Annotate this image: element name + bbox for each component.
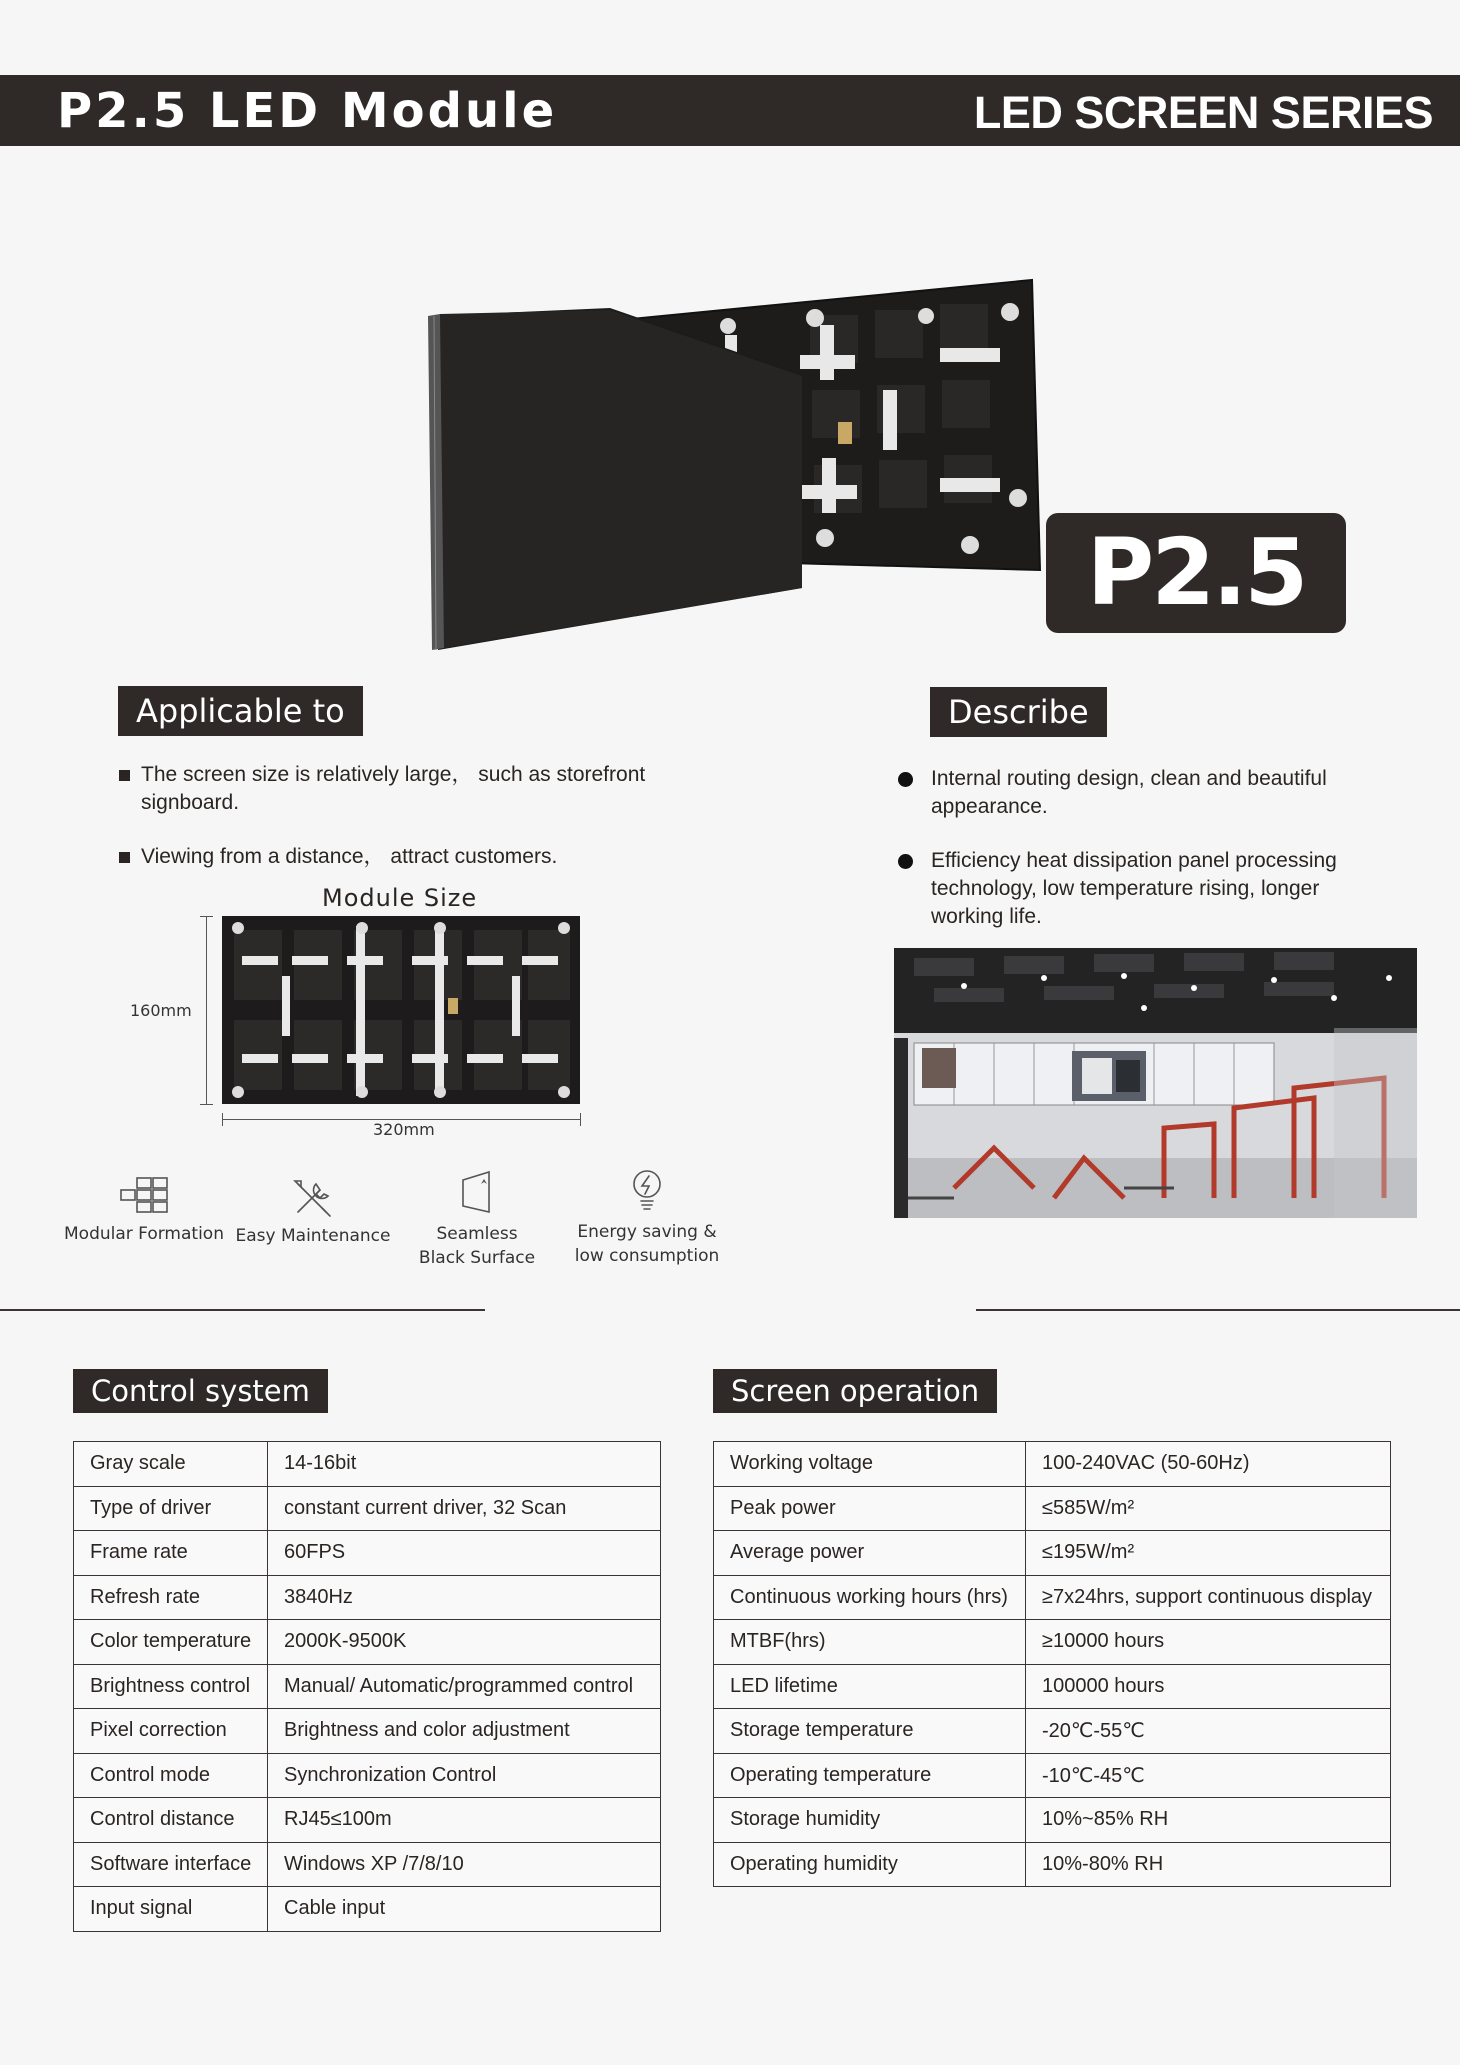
width-dimension-label: 320mm <box>373 1120 435 1139</box>
describe-heading: Describe <box>930 687 1107 737</box>
module-back-image <box>222 916 580 1104</box>
table-row <box>714 1575 1391 1620</box>
feature-label: Easy Maintenance <box>235 1226 391 1246</box>
table-row <box>714 1486 1391 1531</box>
feature-modular-formation <box>62 1176 226 1246</box>
spec-value: ≥10000 hours <box>1026 1620 1391 1665</box>
spec-label: Working voltage <box>714 1442 1026 1487</box>
applicable-heading: Applicable to <box>118 686 363 736</box>
control-system-table <box>73 1441 661 1932</box>
spec-label: Peak power <box>714 1486 1026 1531</box>
list-item: Viewing from a distance， attract customers. <box>119 843 669 871</box>
applicable-list <box>119 761 669 897</box>
table-row <box>714 1753 1391 1798</box>
table-row <box>74 1531 661 1576</box>
header-bar <box>0 75 1460 146</box>
page-title: P2.5 LED Module <box>57 83 558 139</box>
spec-value: Windows XP /7/8/10 <box>268 1842 661 1887</box>
gym-installation-photo <box>894 948 1417 1218</box>
height-dimension-label: 160mm <box>130 1001 192 1020</box>
dot-bullet-icon <box>898 772 913 787</box>
screen-operation-heading: Screen operation <box>713 1369 997 1413</box>
spec-label: Control mode <box>74 1753 268 1798</box>
spec-label: Operating temperature <box>714 1753 1026 1798</box>
list-item: Internal routing design, clean and beautiful appearance. <box>898 765 1378 821</box>
spec-label: Operating humidity <box>714 1842 1026 1887</box>
feature-easy-maintenance <box>234 1176 392 1248</box>
spec-value: 10%-80% RH <box>1026 1842 1391 1887</box>
module-size-title: Module Size <box>322 884 478 912</box>
spec-label: LED lifetime <box>714 1664 1026 1709</box>
table-row <box>74 1842 661 1887</box>
spec-value: Cable input <box>268 1887 661 1932</box>
feature-label: Seamless Black Surface <box>418 1224 536 1268</box>
table-row <box>74 1709 661 1754</box>
spec-label: Average power <box>714 1531 1026 1576</box>
spec-value: Manual/ Automatic/programmed control <box>268 1664 661 1709</box>
spec-value: ≤585W/m² <box>1026 1486 1391 1531</box>
table-row <box>714 1709 1391 1754</box>
screen-operation-table <box>713 1441 1391 1887</box>
table-row <box>74 1442 661 1487</box>
spec-value: -20℃-55℃ <box>1026 1709 1391 1754</box>
panel-icon <box>457 1170 497 1216</box>
square-bullet-icon <box>119 770 130 781</box>
table-row <box>714 1442 1391 1487</box>
tools-icon <box>290 1176 336 1218</box>
spec-value: 10%~85% RH <box>1026 1798 1391 1843</box>
spec-value: -10℃-45℃ <box>1026 1753 1391 1798</box>
section-divider <box>976 1309 1460 1311</box>
spec-value: RJ45≤100m <box>268 1798 661 1843</box>
table-row <box>714 1620 1391 1665</box>
spec-label: Input signal <box>74 1887 268 1932</box>
height-dimension-line <box>206 916 207 1104</box>
table-row <box>74 1664 661 1709</box>
spec-label: Color temperature <box>74 1620 268 1665</box>
describe-list <box>898 765 1378 957</box>
spec-value: 60FPS <box>268 1531 661 1576</box>
series-title: LED SCREEN SERIES <box>973 87 1433 138</box>
feature-label: Energy saving & low consumption <box>574 1222 720 1266</box>
spec-label: Storage humidity <box>714 1798 1026 1843</box>
spec-value: ≥7x24hrs, support continuous display <box>1026 1575 1391 1620</box>
modular-grid-icon <box>117 1176 171 1216</box>
spec-label: Pixel correction <box>74 1709 268 1754</box>
spec-label: MTBF(hrs) <box>714 1620 1026 1665</box>
list-item: Efficiency heat dissipation panel processing technology, low temperature rising, longer working life. <box>898 847 1378 931</box>
list-item: The screen size is relatively large， such as storefront signboard. <box>119 761 669 817</box>
spec-value: 3840Hz <box>268 1575 661 1620</box>
spec-value: Synchronization Control <box>268 1753 661 1798</box>
spec-value: 2000K-9500K <box>268 1620 661 1665</box>
dimension-tick <box>200 916 213 917</box>
pixel-pitch-badge: P2.5 <box>1046 513 1346 633</box>
spec-label: Storage temperature <box>714 1709 1026 1754</box>
table-row <box>74 1753 661 1798</box>
table-row <box>74 1575 661 1620</box>
spec-value: constant current driver, 32 Scan <box>268 1486 661 1531</box>
table-row <box>74 1887 661 1932</box>
dimension-tick <box>200 1104 213 1105</box>
control-system-heading: Control system <box>73 1369 328 1413</box>
table-row <box>714 1531 1391 1576</box>
feature-energy-saving <box>566 1168 728 1268</box>
spec-label: Refresh rate <box>74 1575 268 1620</box>
table-row <box>714 1798 1391 1843</box>
feature-label: Modular Formation <box>64 1224 224 1244</box>
table-row <box>74 1620 661 1665</box>
table-row <box>74 1486 661 1531</box>
feature-seamless-surface <box>407 1170 547 1270</box>
spec-value: Brightness and color adjustment <box>268 1709 661 1754</box>
spec-value: 14-16bit <box>268 1442 661 1487</box>
spec-label: Brightness control <box>74 1664 268 1709</box>
dimension-tick <box>580 1113 581 1126</box>
section-divider <box>0 1309 485 1311</box>
table-row <box>74 1798 661 1843</box>
spec-label: Type of driver <box>74 1486 268 1531</box>
dimension-tick <box>222 1113 223 1126</box>
spec-label: Gray scale <box>74 1442 268 1487</box>
spec-label: Control distance <box>74 1798 268 1843</box>
spec-label: Frame rate <box>74 1531 268 1576</box>
spec-value: ≤195W/m² <box>1026 1531 1391 1576</box>
spec-value: 100000 hours <box>1026 1664 1391 1709</box>
spec-label: Continuous working hours (hrs) <box>714 1575 1026 1620</box>
spec-label: Software interface <box>74 1842 268 1887</box>
lightbulb-icon <box>629 1168 665 1214</box>
led-module-product-image <box>420 270 1060 670</box>
table-row <box>714 1664 1391 1709</box>
square-bullet-icon <box>119 852 130 863</box>
spec-value: 100-240VAC (50-60Hz) <box>1026 1442 1391 1487</box>
dot-bullet-icon <box>898 854 913 869</box>
table-row <box>714 1842 1391 1887</box>
